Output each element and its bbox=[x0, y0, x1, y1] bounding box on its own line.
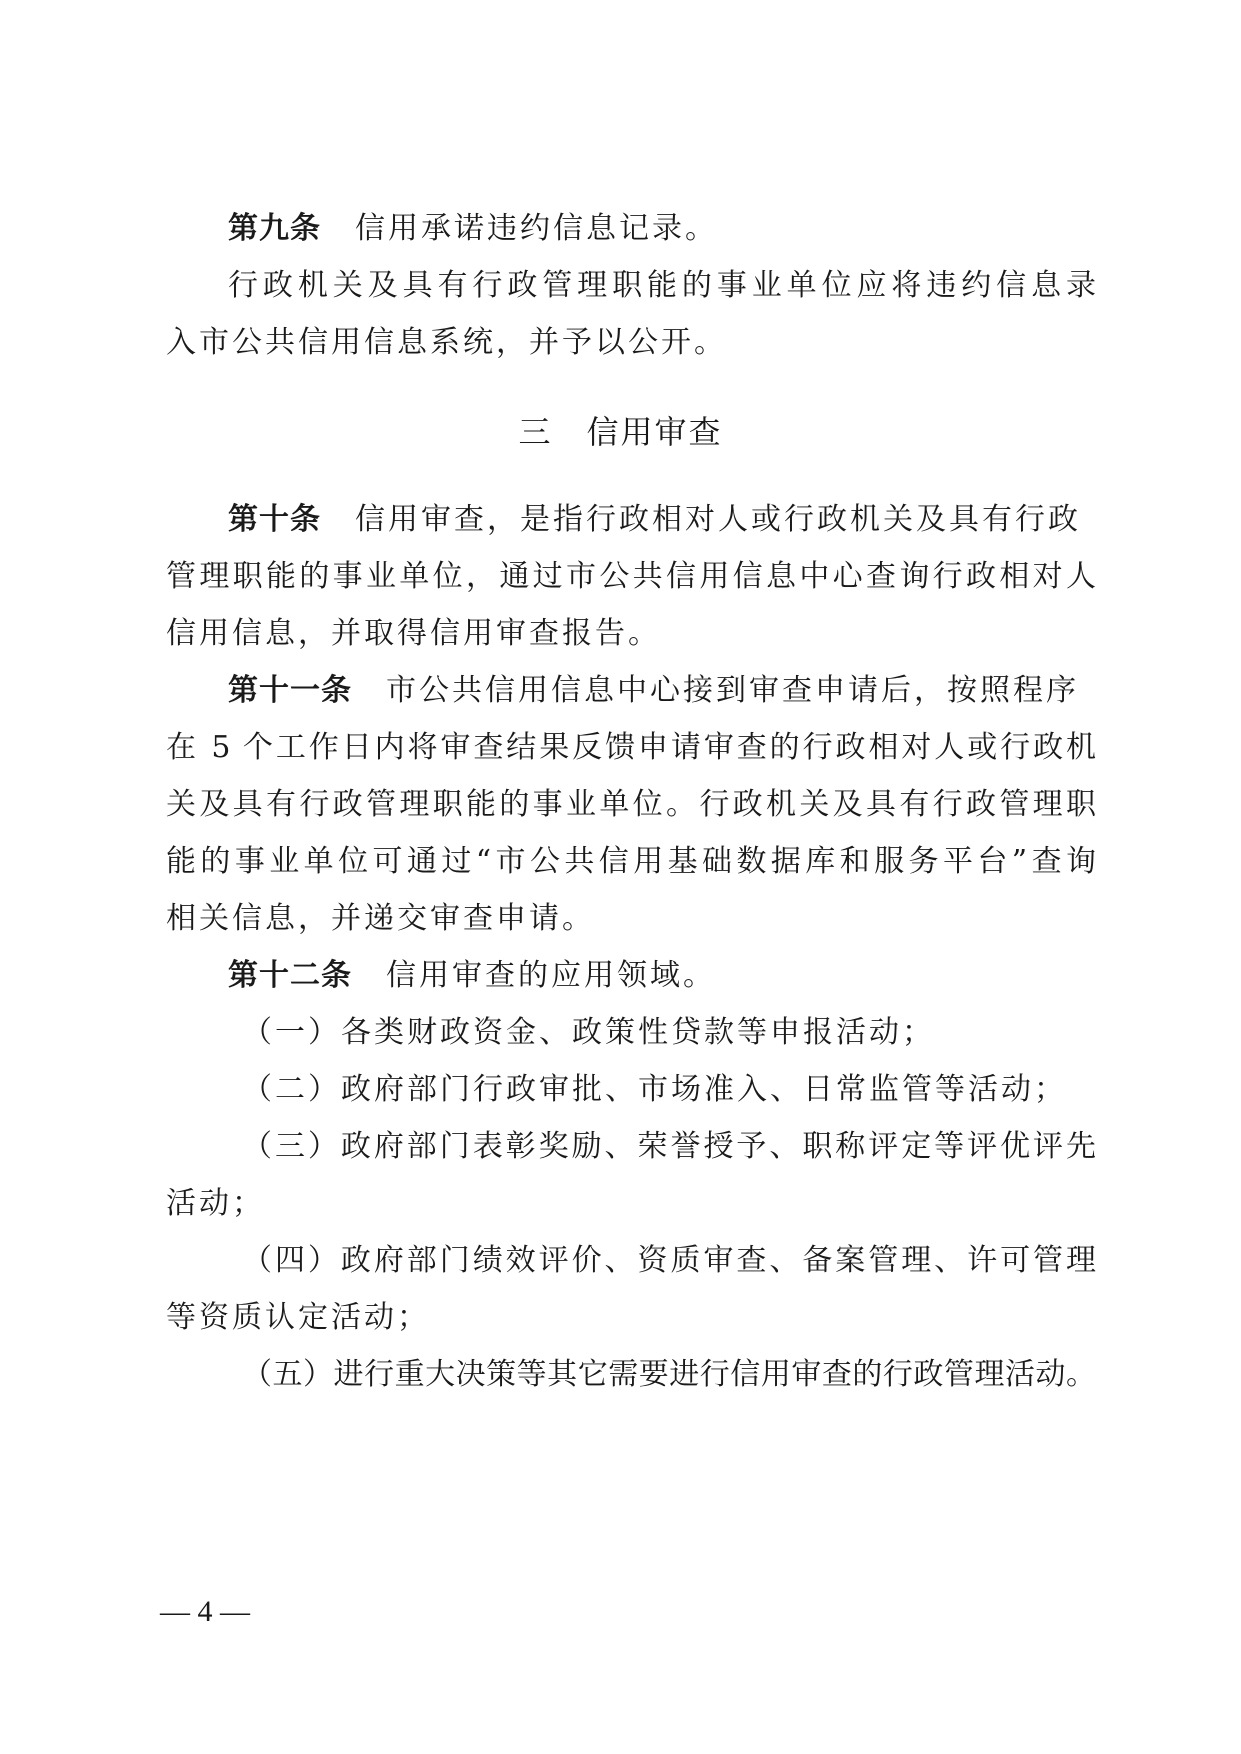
article-12-heading-line bbox=[228, 956, 1096, 996]
article-12-item-4-line-1: （四）政府部门绩效评价、资质审查、备案管理、许可管理 bbox=[242, 1243, 1096, 1278]
article-11-title: 第十一条 bbox=[228, 673, 352, 708]
article-10-line-2: 管理职能的事业单位，通过市公共信用信息中心查询行政相对人 bbox=[166, 559, 1096, 594]
article-11-line-1 bbox=[228, 671, 1096, 711]
article-9-para-line-2: 入市公共信用信息系统，并予以公开。 bbox=[166, 325, 727, 360]
article-11-line-4: 能的事业单位可通过“市公共信用基础数据库和服务平台”查询 bbox=[166, 844, 1096, 879]
article-11-line-3: 关及具有行政管理职能的事业单位。行政机关及具有行政管理职 bbox=[166, 787, 1096, 822]
article-11-line-5: 相关信息，并递交审查申请。 bbox=[166, 901, 595, 936]
article-11-line-2: 在 5 个工作日内将审查结果反馈申请审查的行政相对人或行政机 bbox=[166, 730, 1096, 765]
article-12-item-3-line-2: 活动； bbox=[166, 1186, 265, 1221]
article-10-title: 第十条 bbox=[228, 502, 321, 537]
article-9-para-line-1: 行政机关及具有行政管理职能的事业单位应将违约信息录 bbox=[228, 268, 1096, 303]
section-heading bbox=[0, 411, 1241, 453]
article-9-heading-line bbox=[228, 209, 1096, 249]
article-12-item-1: （一）各类财政资金、政策性贷款等申报活动； bbox=[242, 1015, 935, 1050]
article-12-item-2: （二）政府部门行政审批、市场准入、日常监管等活动； bbox=[242, 1072, 1067, 1107]
section-title: 信用审查 bbox=[586, 413, 723, 451]
article-12-item-4-line-2: 等资质认定活动； bbox=[166, 1300, 430, 1335]
article-10-line-3: 信用信息，并取得信用审查报告。 bbox=[166, 616, 661, 651]
article-9-title: 第九条 bbox=[228, 211, 321, 246]
article-10-text-1: 信用审查，是指行政相对人或行政机关及具有行政 bbox=[355, 502, 1081, 537]
article-12-heading: 信用审查的应用领域。 bbox=[386, 958, 716, 993]
article-10-line-1 bbox=[228, 500, 1096, 540]
article-12-item-3-line-1: （三）政府部门表彰奖励、荣誉授予、职称评定等评优评先 bbox=[242, 1129, 1096, 1164]
page-number: — 4 — bbox=[160, 1595, 250, 1628]
article-9-heading: 信用承诺违约信息记录。 bbox=[355, 211, 718, 246]
article-11-text-1: 市公共信用信息中心接到审查申请后，按照程序 bbox=[386, 673, 1079, 708]
article-12-item-5: （五）进行重大决策等其它需要进行信用审查的行政管理活动。 bbox=[242, 1357, 1096, 1392]
section-number: 三 bbox=[518, 413, 553, 451]
article-12-title: 第十二条 bbox=[228, 958, 352, 993]
